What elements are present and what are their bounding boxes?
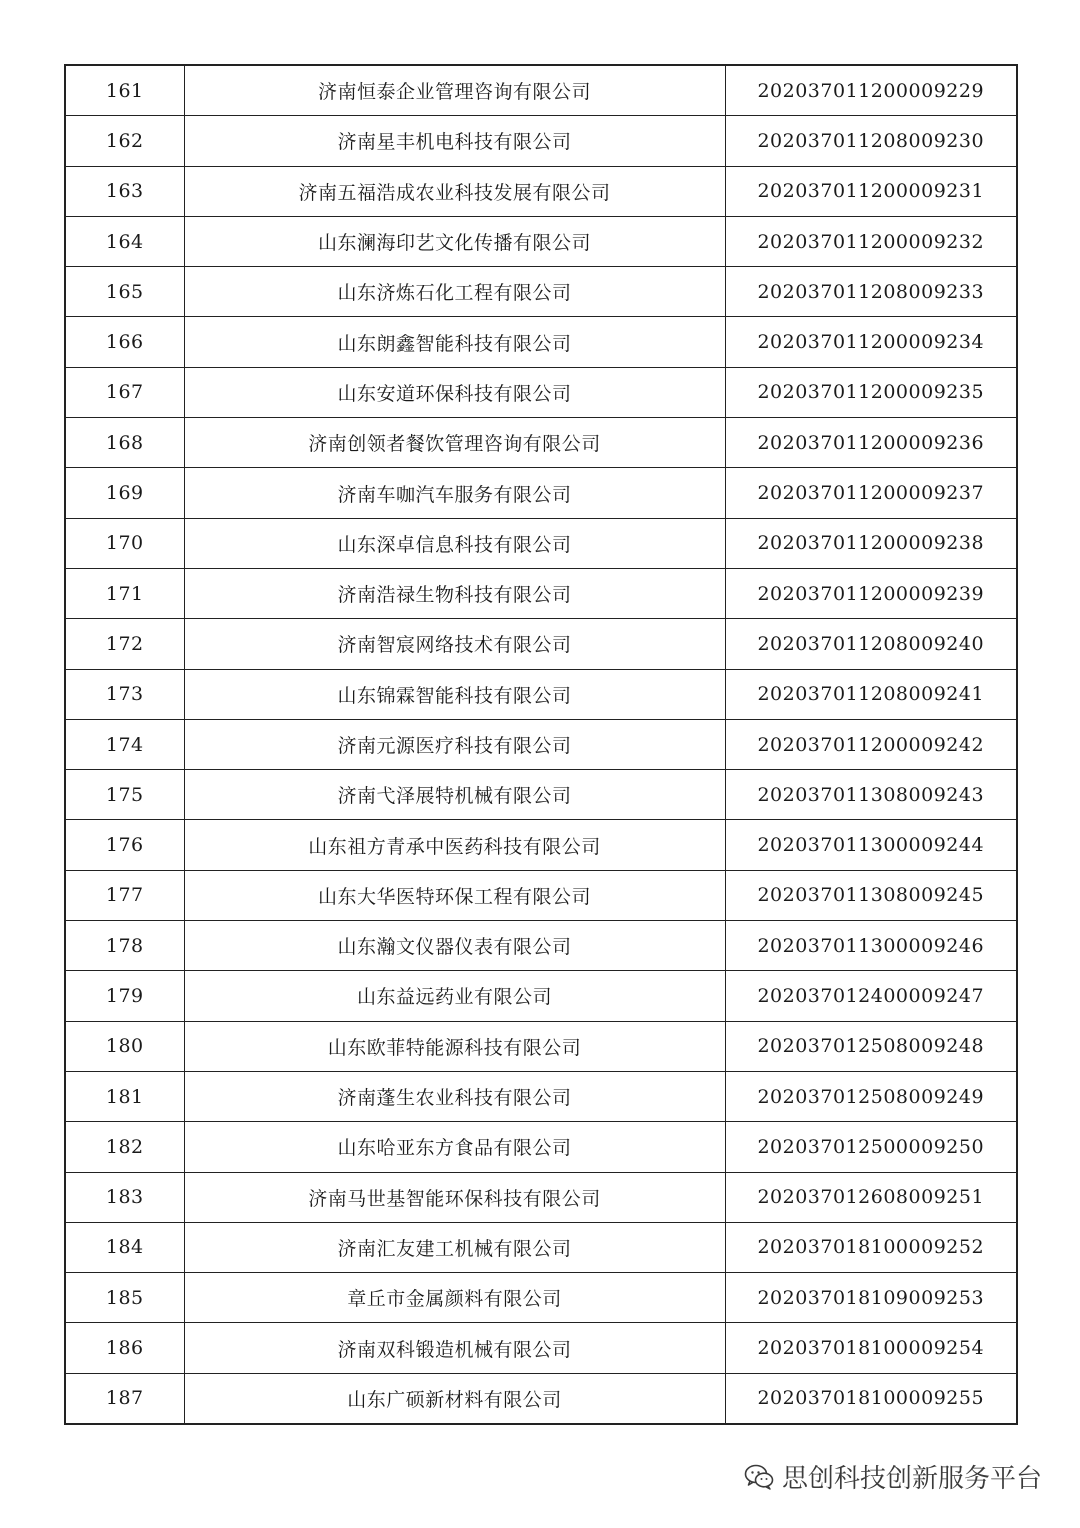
company-name: 济南蓬生农业科技有限公司 xyxy=(184,1071,725,1121)
registration-code: 202037012500009250 xyxy=(725,1122,1017,1172)
company-name: 山东大华医特环保工程有限公司 xyxy=(184,870,725,920)
row-number: 186 xyxy=(65,1323,184,1373)
company-name: 章丘市金属颜料有限公司 xyxy=(184,1273,725,1323)
row-number: 176 xyxy=(65,820,184,870)
row-number: 181 xyxy=(65,1071,184,1121)
registration-code: 202037011200009238 xyxy=(725,518,1017,568)
company-name: 山东瀚文仪器仪表有限公司 xyxy=(184,921,725,971)
table-body xyxy=(65,65,1017,1424)
registration-code: 202037011308009243 xyxy=(725,770,1017,820)
company-name: 山东济炼石化工程有限公司 xyxy=(184,267,725,317)
row-number: 162 xyxy=(65,116,184,166)
registration-code: 202037012608009251 xyxy=(725,1172,1017,1222)
row-number: 168 xyxy=(65,418,184,468)
table-row xyxy=(65,116,1017,166)
table-row xyxy=(65,820,1017,870)
registration-code: 202037011200009237 xyxy=(725,468,1017,518)
table-row xyxy=(65,770,1017,820)
registration-code: 202037011300009244 xyxy=(725,820,1017,870)
row-number: 183 xyxy=(65,1172,184,1222)
table-row xyxy=(65,619,1017,669)
row-number: 180 xyxy=(65,1021,184,1071)
table-row xyxy=(65,1273,1017,1323)
company-name: 山东广硕新材料有限公司 xyxy=(184,1373,725,1424)
company-name: 山东锦霖智能科技有限公司 xyxy=(184,669,725,719)
watermark xyxy=(744,1458,1042,1495)
company-name: 山东祖方青承中医药科技有限公司 xyxy=(184,820,725,870)
row-number: 173 xyxy=(65,669,184,719)
table-row xyxy=(65,1373,1017,1424)
row-number: 161 xyxy=(65,65,184,116)
row-number: 164 xyxy=(65,216,184,266)
company-name: 济南双科锻造机械有限公司 xyxy=(184,1323,725,1373)
company-name: 济南汇友建工机械有限公司 xyxy=(184,1222,725,1272)
row-number: 165 xyxy=(65,267,184,317)
company-name: 济南元源医疗科技有限公司 xyxy=(184,719,725,769)
registration-code: 202037011200009232 xyxy=(725,216,1017,266)
row-number: 170 xyxy=(65,518,184,568)
table-row xyxy=(65,921,1017,971)
registration-code: 202037012508009249 xyxy=(725,1071,1017,1121)
registration-code: 202037011200009242 xyxy=(725,719,1017,769)
row-number: 169 xyxy=(65,468,184,518)
table-row xyxy=(65,1071,1017,1121)
row-number: 178 xyxy=(65,921,184,971)
registration-code: 202037018109009253 xyxy=(725,1273,1017,1323)
row-number: 166 xyxy=(65,317,184,367)
registration-code: 202037018100009252 xyxy=(725,1222,1017,1272)
registration-code: 202037011200009229 xyxy=(725,65,1017,116)
registration-code: 202037011208009240 xyxy=(725,619,1017,669)
registration-code: 202037018100009254 xyxy=(725,1323,1017,1373)
registration-code: 202037012508009248 xyxy=(725,1021,1017,1071)
company-name: 山东哈亚东方食品有限公司 xyxy=(184,1122,725,1172)
table-row xyxy=(65,870,1017,920)
company-name: 山东安道环保科技有限公司 xyxy=(184,367,725,417)
company-name: 济南智宸网络技术有限公司 xyxy=(184,619,725,669)
row-number: 175 xyxy=(65,770,184,820)
company-name: 山东益远药业有限公司 xyxy=(184,971,725,1021)
company-name: 济南浩禄生物科技有限公司 xyxy=(184,568,725,618)
watermark-text: 思创科技创新服务平台 xyxy=(781,1464,1042,1494)
company-name: 济南星丰机电科技有限公司 xyxy=(184,116,725,166)
registration-code: 202037011200009235 xyxy=(725,367,1017,417)
registration-code: 202037012400009247 xyxy=(725,971,1017,1021)
company-name: 济南恒泰企业管理咨询有限公司 xyxy=(184,65,725,116)
table-row xyxy=(65,65,1017,116)
row-number: 163 xyxy=(65,166,184,216)
table-row xyxy=(65,267,1017,317)
table-row xyxy=(65,1222,1017,1272)
row-number: 171 xyxy=(65,568,184,618)
table-row xyxy=(65,518,1017,568)
company-name: 山东朗鑫智能科技有限公司 xyxy=(184,317,725,367)
table-row xyxy=(65,1172,1017,1222)
table-row xyxy=(65,216,1017,266)
table-row xyxy=(65,971,1017,1021)
row-number: 182 xyxy=(65,1122,184,1172)
table-row xyxy=(65,1021,1017,1071)
registration-code: 202037011200009236 xyxy=(725,418,1017,468)
row-number: 187 xyxy=(65,1373,184,1424)
table-row xyxy=(65,166,1017,216)
table-row xyxy=(65,418,1017,468)
registration-code: 202037011308009245 xyxy=(725,870,1017,920)
company-name: 济南马世基智能环保科技有限公司 xyxy=(184,1172,725,1222)
registration-code: 202037011200009234 xyxy=(725,317,1017,367)
row-number: 179 xyxy=(65,971,184,1021)
registration-code: 202037011208009241 xyxy=(725,669,1017,719)
table-row xyxy=(65,669,1017,719)
company-name: 山东欧菲特能源科技有限公司 xyxy=(184,1021,725,1071)
registration-code: 202037011300009246 xyxy=(725,921,1017,971)
registration-code: 202037018100009255 xyxy=(725,1373,1017,1424)
wechat-icon xyxy=(744,1464,774,1490)
registration-code: 202037011208009230 xyxy=(725,116,1017,166)
registration-code: 202037011200009239 xyxy=(725,568,1017,618)
row-number: 172 xyxy=(65,619,184,669)
table-row xyxy=(65,1323,1017,1373)
registration-code: 202037011200009231 xyxy=(725,166,1017,216)
row-number: 177 xyxy=(65,870,184,920)
company-name: 济南弋泽展特机械有限公司 xyxy=(184,770,725,820)
table-row xyxy=(65,367,1017,417)
table-row xyxy=(65,1122,1017,1172)
row-number: 174 xyxy=(65,719,184,769)
company-registry-table xyxy=(64,64,1018,1425)
row-number: 185 xyxy=(65,1273,184,1323)
company-name: 山东深卓信息科技有限公司 xyxy=(184,518,725,568)
company-name: 济南创领者餐饮管理咨询有限公司 xyxy=(184,418,725,468)
table-row xyxy=(65,468,1017,518)
registration-code: 202037011208009233 xyxy=(725,267,1017,317)
row-number: 184 xyxy=(65,1222,184,1272)
table-row xyxy=(65,568,1017,618)
table-row xyxy=(65,719,1017,769)
company-name: 济南五福浩成农业科技发展有限公司 xyxy=(184,166,725,216)
row-number: 167 xyxy=(65,367,184,417)
company-name: 山东澜海印艺文化传播有限公司 xyxy=(184,216,725,266)
table-row xyxy=(65,317,1017,367)
company-name: 济南车咖汽车服务有限公司 xyxy=(184,468,725,518)
